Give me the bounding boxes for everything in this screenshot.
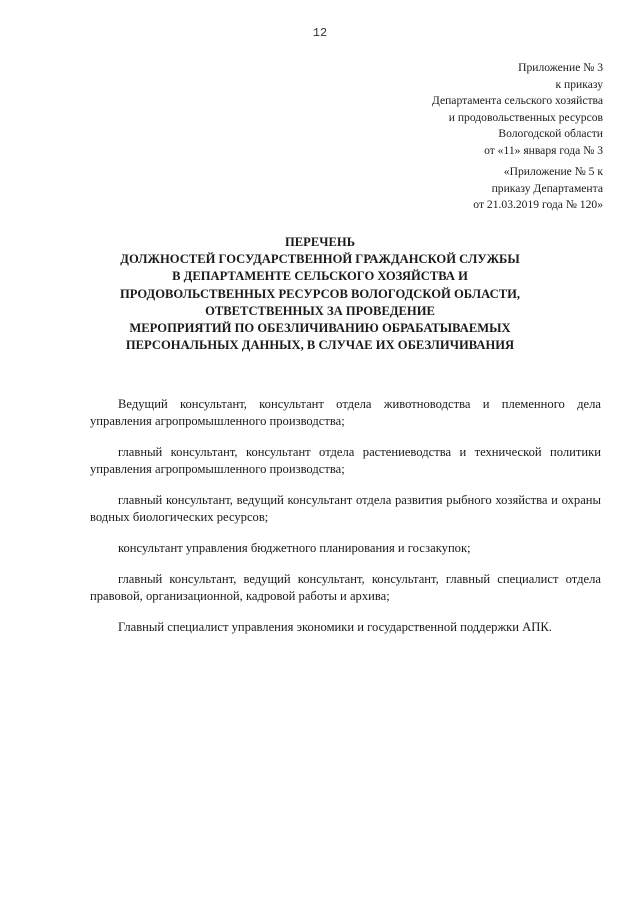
annex-prev-line: «Приложение № 5 к (503, 165, 603, 178)
list-item: консультант управления бюджетного планирования и госзакупок; (118, 541, 471, 555)
title-line: ОТВЕТСТВЕННЫХ ЗА ПРОВЕДЕНИЕ (205, 303, 435, 318)
title-line: ПЕРЕЧЕНЬ (284, 235, 356, 249)
annex-line: и продовольственных ресурсов (448, 110, 603, 124)
title-line: В ДЕПАРТАМЕНТЕ СЕЛЬСКОГО ХОЗЯЙСТВА И (172, 269, 468, 284)
annex-line: к приказу (555, 77, 603, 91)
list-item: главный консультант, ведущий консультант отдела развития рыбного хозяйства и охраны водных биологических ресурсов; (90, 493, 601, 524)
page-number: 12 (312, 26, 328, 40)
title-line: ПЕРСОНАЛЬНЫХ ДАННЫХ, В СЛУЧАЕ ИХ ОБЕЗЛИЧИВАНИЯ (125, 338, 515, 353)
list-item: главный консультант, консультант отдела растениеводства и технической политики управления агропромышленного производства; (90, 445, 601, 476)
annex-prev-line: от 21.03.2019 года № 120» (473, 198, 603, 212)
title-line: ПРОДОВОЛЬСТВЕННЫХ РЕСУРСОВ ВОЛОГОДСКОЙ ОБЛАСТИ, (119, 286, 521, 301)
positions-list (90, 396, 601, 650)
annex-prev-line: приказу Департамента (491, 181, 603, 195)
title-line: МЕРОПРИЯТИЙ ПО ОБЕЗЛИЧИВАНИЮ ОБРАБАТЫВАЕМЫХ (129, 321, 511, 336)
title-line: ДОЛЖНОСТЕЙ ГОСУДАРСТВЕННОЙ ГРАЖДАНСКОЙ СЛУЖБЫ (120, 252, 520, 267)
annex-line: Вологодской области (498, 127, 603, 141)
list-item: Главный специалист управления экономики и государственной поддержки АПК. (118, 620, 552, 634)
annex-line: от «11» января года № 3 (484, 143, 603, 157)
previous-annex-reference (473, 164, 603, 214)
annex-line: Департамента сельского хозяйства (431, 94, 603, 108)
list-item: Ведущий консультант, консультант отдела животноводства и племенного дела управления агропромышленного производства; (90, 397, 601, 428)
annex-block (432, 60, 603, 160)
document-title (70, 234, 570, 354)
list-item: главный консультант, ведущий консультант, консультант, главный специалист отдела правовой, организационной, кадровой работы и архива; (90, 572, 601, 603)
annex-line: Приложение № 3 (518, 61, 603, 74)
